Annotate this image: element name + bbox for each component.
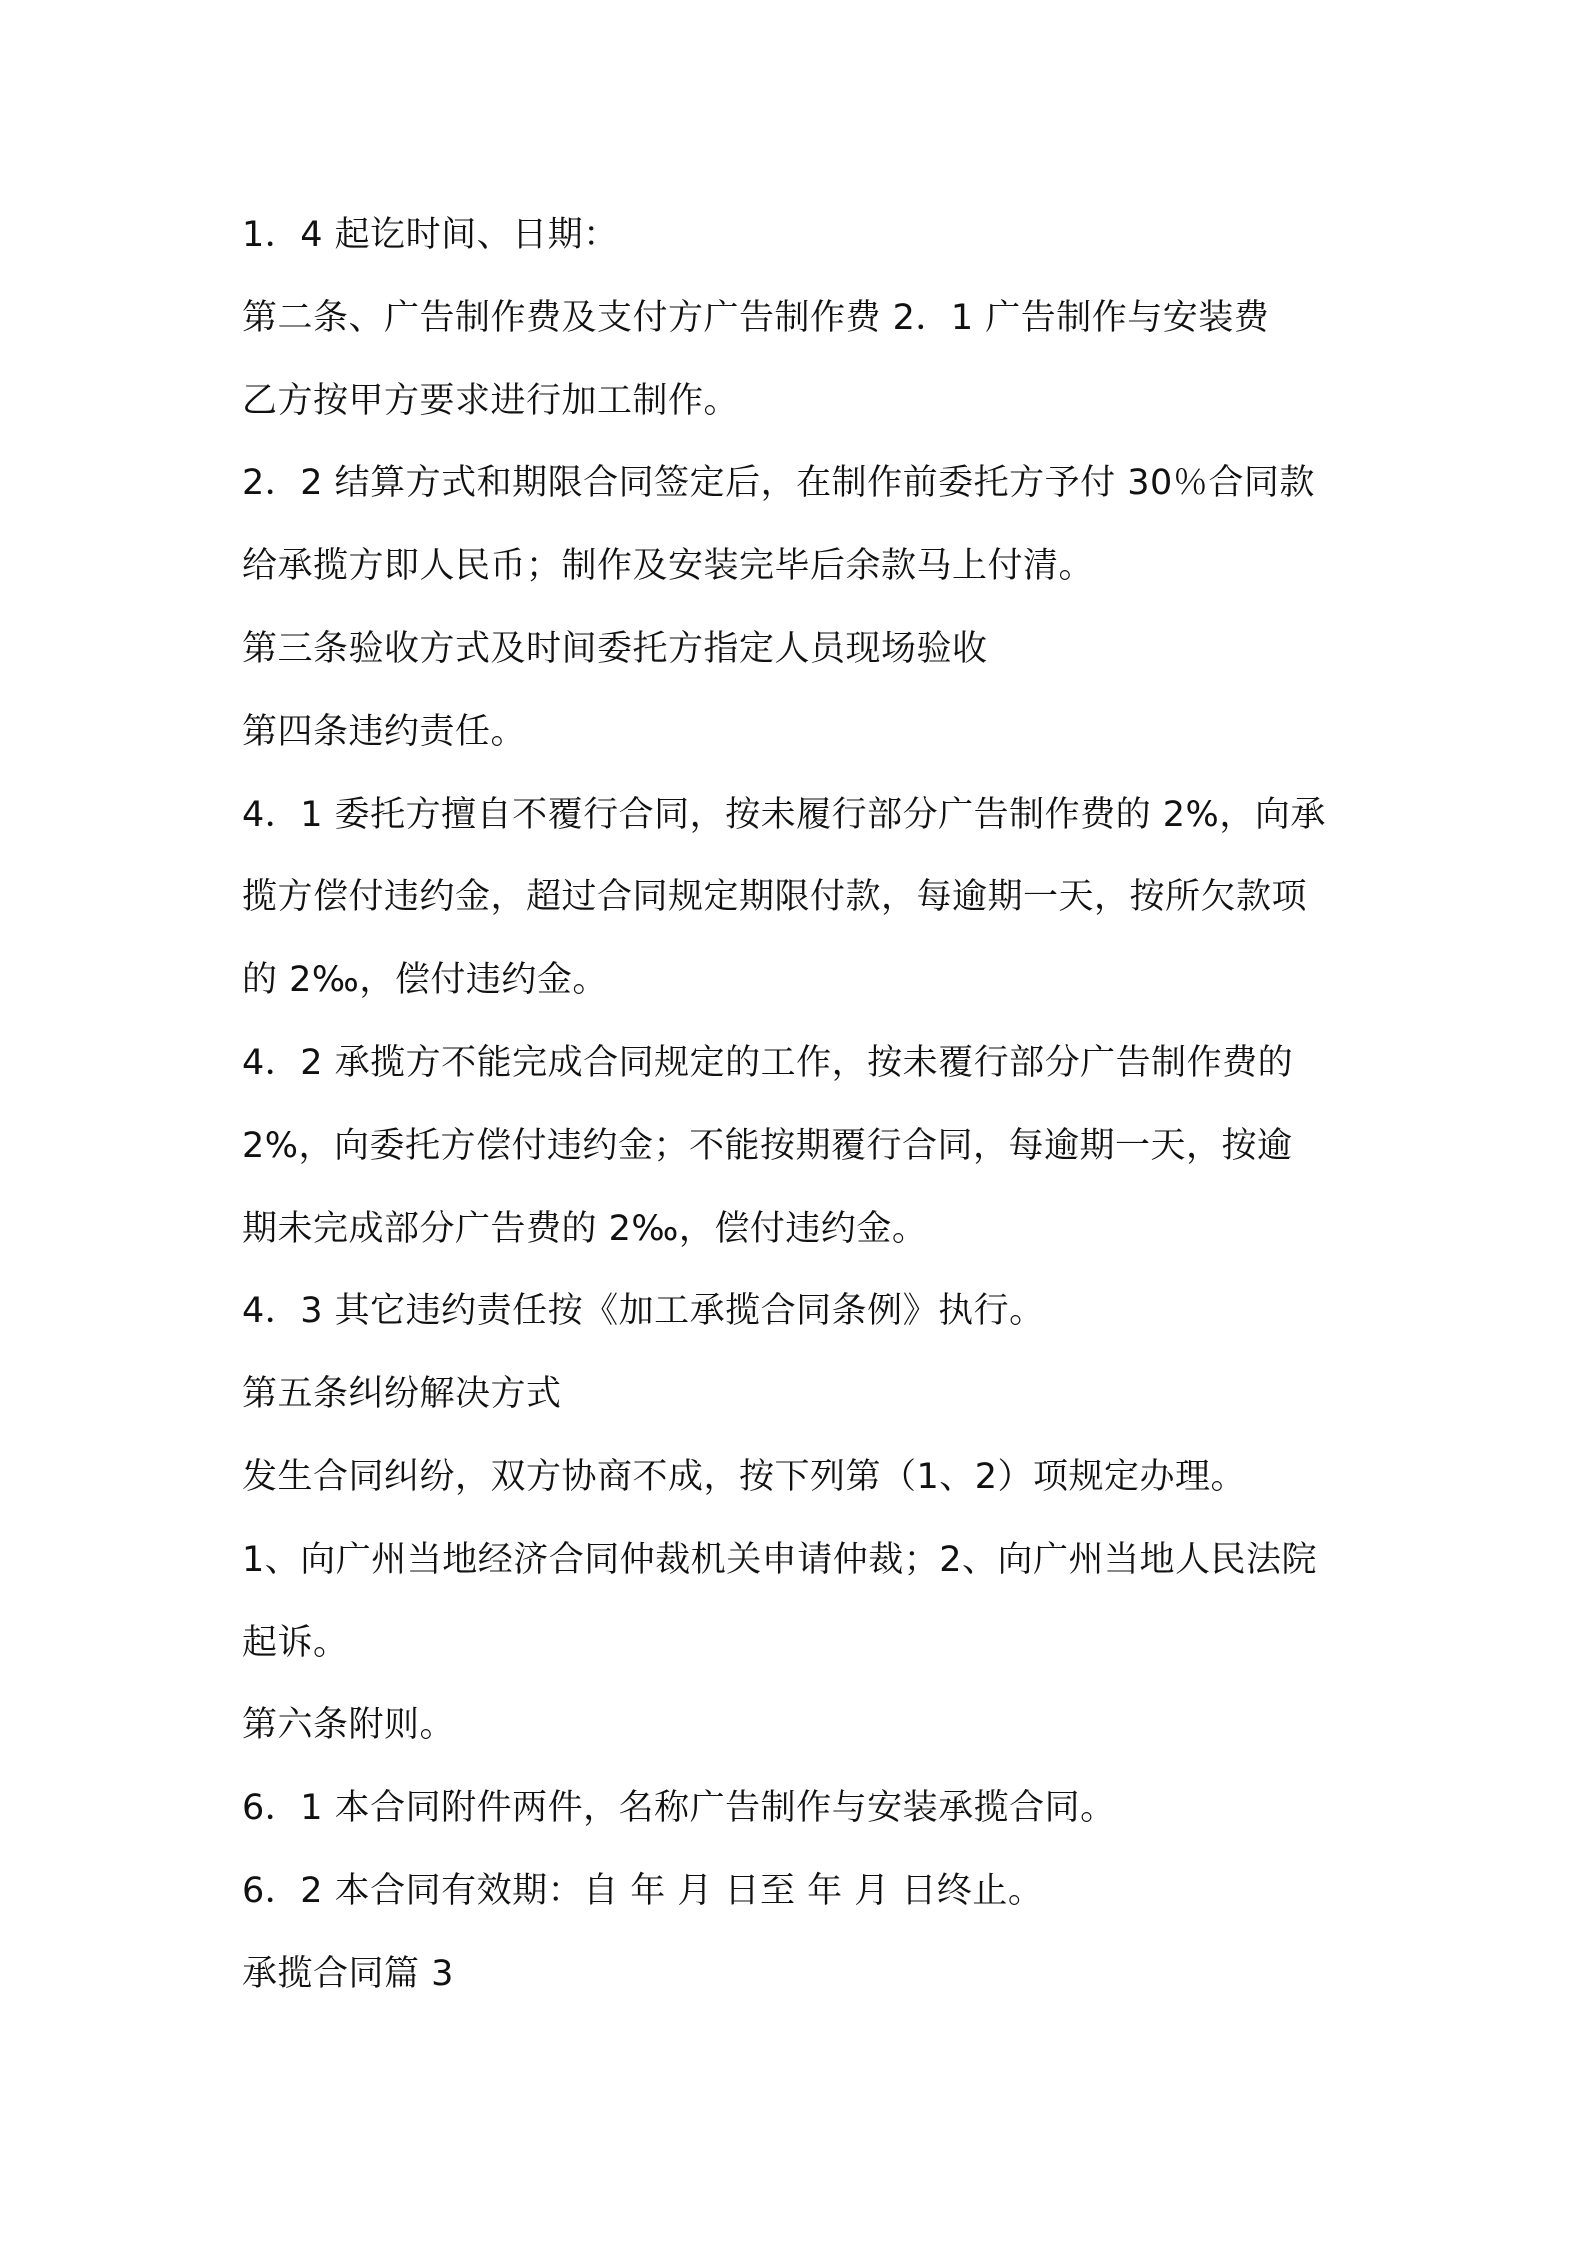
clause-4-1-client-breach: 4．1 委托方擅自不覆行合同，按未履行部分广告制作费的 2%，向承 — [242, 794, 1326, 835]
clause-1-4-dates: 1．4 起讫时间、日期： — [242, 215, 619, 255]
clause-4-2-contractor-breach-end: 期未完成部分广告费的 2‰，偿付违约金。 — [242, 1208, 928, 1249]
article-3-acceptance: 第三条验收方式及时间委托方指定人员现场验收 — [242, 628, 988, 669]
article-6-heading: 第六条附则。 — [242, 1705, 456, 1746]
clause-6-2-validity: 6．2 本合同有效期：自 年 月 日至 年 月 日终止。 — [242, 1870, 1044, 1911]
clause-4-2-contractor-breach-cont: 2%，向委托方偿付违约金；不能按期覆行合同，每逾期一天，按逾 — [242, 1125, 1293, 1166]
article-4-heading: 第四条违约责任。 — [242, 711, 527, 752]
article-2-production-fee: 第二条、广告制作费及支付方广告制作费 2．1 广告制作与安装费 — [242, 297, 1270, 338]
clause-4-1-client-breach-cont: 揽方偿付违约金，超过合同规定期限付款，每逾期一天，按所欠款项 — [242, 877, 1308, 918]
article-5-heading: 第五条纠纷解决方式 — [242, 1374, 562, 1415]
clause-6-1-attachments: 6．1 本合同附件两件，名称广告制作与安装承揽合同。 — [242, 1788, 1116, 1829]
article-5-dispute-options-end: 起诉。 — [242, 1622, 349, 1663]
clause-4-1-client-breach-end: 的 2‰，偿付违约金。 — [242, 960, 608, 1001]
section-title-contract-3: 承揽合同篇 3 — [242, 1953, 454, 1994]
article-2-production-fee-cont: 乙方按甲方要求进行加工制作。 — [242, 380, 740, 421]
article-5-dispute-text: 发生合同纠纷，双方协商不成，按下列第（1、2）项规定办理。 — [242, 1456, 1247, 1497]
document-body — [242, 194, 1362, 2016]
clause-2-2-settlement-cont: 给承揽方即人民币；制作及安装完毕后余款马上付清。 — [242, 546, 1095, 587]
clause-4-3-other-liability: 4．3 其它违约责任按《加工承揽合同条例》执行。 — [242, 1291, 1045, 1332]
clause-2-2-settlement: 2．2 结算方式和期限合同签定后，在制作前委托方予付 30％合同款 — [242, 463, 1315, 504]
clause-4-2-contractor-breach: 4．2 承揽方不能完成合同规定的工作，按未覆行部分广告制作费的 — [242, 1042, 1294, 1083]
article-5-dispute-options: 1、向广州当地经济合同仲裁机关申请仲裁；2、向广州当地人民法院 — [242, 1539, 1318, 1580]
